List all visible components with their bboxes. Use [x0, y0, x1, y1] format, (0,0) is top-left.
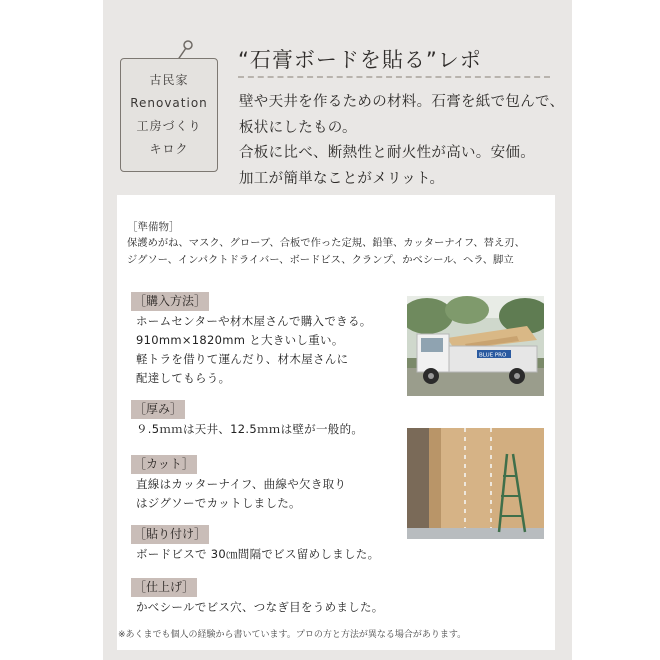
- section-label-purchase: ［購入方法］: [131, 292, 209, 311]
- series-tag: [120, 58, 218, 172]
- tag-line: 工房づくり: [136, 119, 202, 133]
- section-body-finish: [136, 598, 384, 617]
- prep-items: [127, 235, 557, 269]
- footnote: ※あくまでも個人の経験から書いています。プロの方と方法が異なる場合があります。: [118, 630, 467, 640]
- intro-line: 合板に比べ、断熱性と耐火性が高い。安価。: [239, 145, 535, 161]
- tag-line: Renovation: [130, 96, 208, 110]
- section-line: ９.5ｍｍは天井、12.5ｍｍは壁が一般的。: [136, 422, 364, 436]
- intro-line: 板状にしたもの。: [239, 119, 357, 136]
- section-line: はジグソーでカットしました。: [136, 496, 301, 510]
- section-line: 910mm×1820mm と大きいし重い。: [136, 333, 344, 347]
- intro-text: [239, 90, 565, 192]
- wall-photo: [407, 428, 544, 539]
- section-label-cut: ［カット］: [131, 455, 197, 474]
- section-body-purchase: [136, 312, 372, 388]
- section-body-attach: [136, 545, 379, 564]
- section-label-finish: ［仕上げ］: [131, 578, 197, 597]
- section-label-thickness: ［厚み］: [131, 400, 185, 419]
- truck-plate-text: BLUE PRO: [479, 352, 507, 359]
- section-line: 軽トラを借りて運んだり、材木屋さんに: [136, 352, 349, 366]
- intro-line: 壁や天井を作るための材料。石膏を紙で包んで、: [239, 94, 565, 110]
- tag-line: キロク: [149, 142, 189, 156]
- section-label-attach: ［貼り付け］: [131, 525, 209, 544]
- section-line: かべシールでビス穴、つなぎ目をうめました。: [136, 600, 384, 614]
- section-line: 配達してもらう。: [136, 371, 231, 385]
- tag-line: 古民家: [149, 73, 189, 87]
- intro-line: 加工が簡単なことがメリット。: [239, 170, 445, 187]
- wall-illustration: [407, 428, 544, 539]
- section-body-cut: [136, 475, 346, 513]
- prep-line: 保護めがね、マスク、グローブ、合板で作った定規、鉛筆、カッターナイフ、替え刃、: [127, 237, 525, 249]
- prep-line: ジグソー、インパクトドライバー、ボードビス、クランプ、かべシール、ヘラ、脚立: [127, 254, 514, 266]
- section-line: ホームセンターや材木屋さんで購入できる。: [136, 314, 372, 328]
- page-title: “石膏ボードを貼る”レポ: [238, 48, 482, 72]
- section-body-thickness: [136, 420, 363, 439]
- truck-illustration: [407, 296, 544, 396]
- title-divider: [238, 76, 550, 78]
- section-line: ボードビスで 30㎝間隔でビス留めしました。: [136, 547, 380, 561]
- section-line: 直線はカッターナイフ、曲線や欠き取り: [136, 477, 347, 491]
- truck-photo: [407, 296, 544, 396]
- prep-label: ［準備物］: [127, 221, 180, 233]
